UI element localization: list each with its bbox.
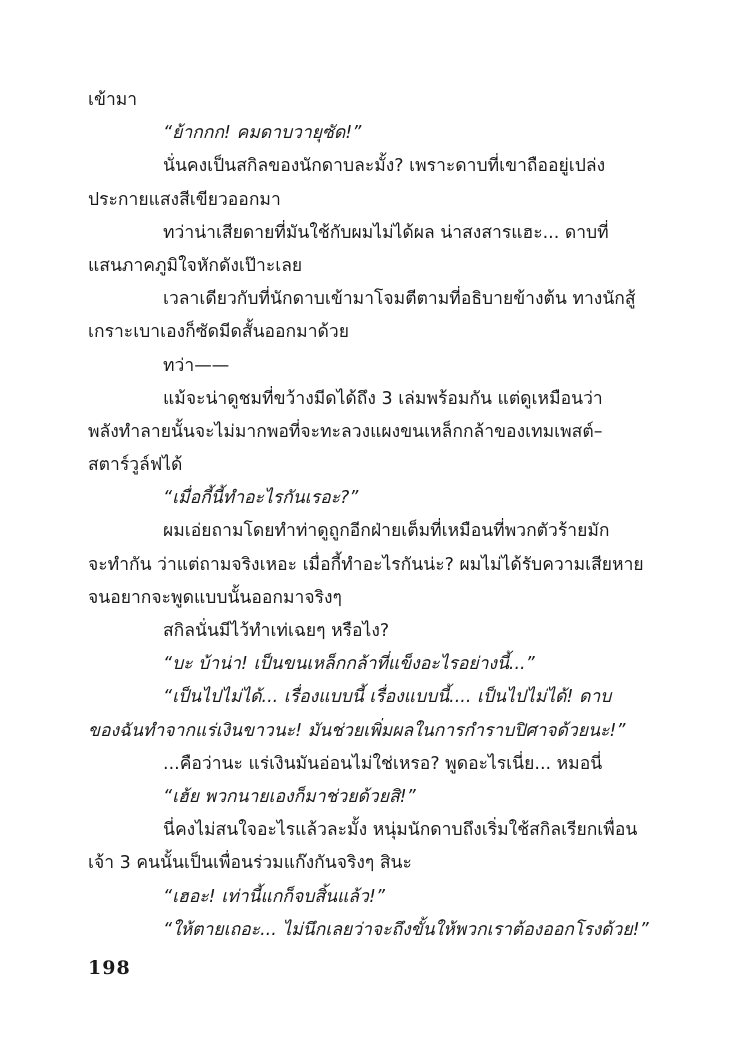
text-line: ...คือว่านะ แร่เงินมันอ่อนไม่ใช่เหรอ? พูดอะไรเนี่ย... หมอนี่ xyxy=(163,753,603,774)
dialogue-line: “ย้ากกก! คมดาบวายุซัด!” xyxy=(163,123,362,144)
text-line: สตาร์วูล์ฟได้ xyxy=(88,455,183,476)
dialogue-line: “เฮอะ! เท่านี้แกก็จบสิ้นแล้ว!” xyxy=(163,886,385,907)
text-line: นั่นคงเป็นสกิลของนักดาบละมั้ง? เพราะดาบที่เขาถืออยู่เปล่ง xyxy=(163,156,606,177)
dialogue-line: “ให้ตายเถอะ... ไม่นึกเลยว่าจะถึงขั้นให้พวกเราต้องออกโรงด้วย!” xyxy=(163,919,649,940)
text-line: นี่คงไม่สนใจอะไรแล้วละมั้ง หนุ่มนักดาบถึงเริ่มใช้สกิลเรียกเพื่อน xyxy=(163,820,638,841)
text-line: สกิลนั่นมีไว้ทำเท่เฉยๆ หรือไง? xyxy=(163,621,390,641)
text-line: ทว่าน่าเสียดายที่มันใช้กับผมไม่ได้ผล น่าสงสารแฮะ... ดาบที่ xyxy=(163,222,609,243)
page-number: 198 xyxy=(88,957,131,979)
text-line: พลังทำลายนั้นจะไม่มากพอที่จะทะลวงแผงขนเหล็กกล้าของเทมเพสต์– xyxy=(88,421,603,442)
text-line: ทว่า—— xyxy=(163,355,230,376)
text-line: แสนภาคภูมิใจหักดังเป๊าะเลย xyxy=(88,255,303,276)
text-line: แม้จะน่าดูชมที่ขว้างมีดได้ถึง 3 เล่มพร้อมกัน แต่ดูเหมือนว่า xyxy=(163,388,603,409)
dialogue-line: “เมื่อกี้นี้ทำอะไรกันเรอะ?” xyxy=(163,488,359,509)
dialogue-line: “เป็นไปไม่ได้... เรื่องแบบนี้ เรื่องแบบนี้.... เป็นไปไม่ได้! ดาบ xyxy=(163,687,612,708)
dialogue-line: ของฉันทำจากแร่เงินขาวนะ! มันช่วยเพิ่มผลในการกำราบปิศาจด้วยนะ!” xyxy=(88,720,626,741)
text-line: จะทำกัน ว่าแต่ถามจริงเหอะ เมื่อกี้ทำอะไรกันน่ะ? ผมไม่ได้รับความเสียหาย xyxy=(88,554,644,575)
dialogue-line: “เฮ้ย พวกนายเองก็มาช่วยด้วยสิ!” xyxy=(163,786,416,807)
text-line: เกราะเบาเองก็ซัดมีดสั้นออกมาด้วย xyxy=(88,322,349,343)
text-line: จนอยากจะพูดแบบนั้นออกมาจริงๆ xyxy=(88,587,342,608)
text-line: ผมเอ่ยถามโดยทำท่าดูถูกอีกฝ่ายเต็มที่เหมือนที่พวกตัวร้ายมัก xyxy=(163,521,610,542)
text-line: เจ้า 3 คนนั้นเป็นเพื่อนร่วมแก๊งกันจริงๆ สินะ xyxy=(88,853,412,874)
body-text xyxy=(88,84,654,947)
text-line: เข้ามา xyxy=(88,90,138,110)
text-line: เวลาเดียวกับที่นักดาบเข้ามาโจมตีตามที่อธิบายข้างต้น ทางนักสู้ xyxy=(163,289,636,310)
dialogue-line: “บะ บ้าน่า! เป็นขนเหล็กกล้าที่แข็งอะไรอย่างนี้...” xyxy=(163,654,535,675)
text-line: ประกายแสงสีเขียวออกมา xyxy=(88,189,281,210)
